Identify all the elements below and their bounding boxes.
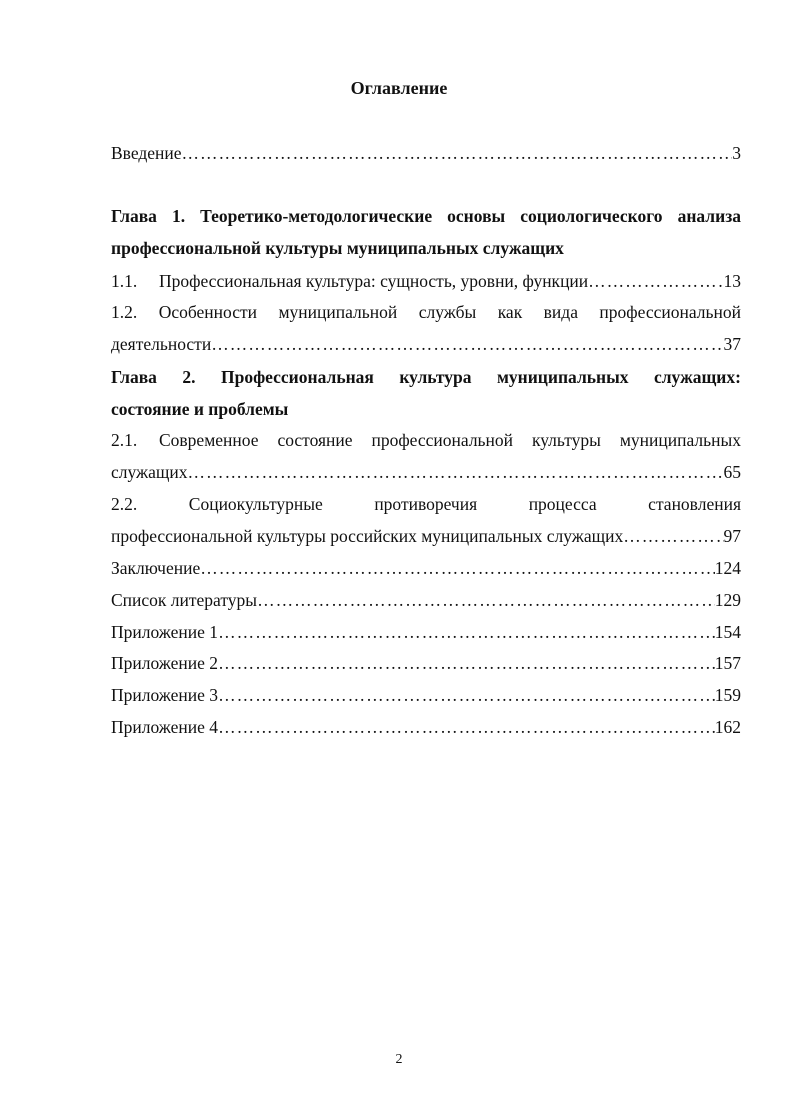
toc-label: Приложение 2 xyxy=(111,653,219,673)
toc-page: 3 xyxy=(732,143,741,163)
page-number: 2 xyxy=(395,1052,403,1067)
toc-word: как xyxy=(497,302,523,322)
chapter-1-heading-line-1: Глава 1. Теоретико-методологические основы социологического анализа xyxy=(111,206,741,226)
toc-page: 124 xyxy=(714,558,741,578)
page-title: Оглавление xyxy=(350,78,448,98)
toc-entry-intro xyxy=(111,140,741,166)
toc-word: Особенности xyxy=(158,302,257,322)
toc-page: 159 xyxy=(714,685,741,705)
toc-label: Приложение 1 xyxy=(111,622,219,642)
toc-label: Профессиональная культура: сущность, уровни, функции xyxy=(159,271,589,291)
toc-entry-1-2-line-1 xyxy=(111,299,741,325)
toc-leader xyxy=(218,619,715,645)
toc-page: 65 xyxy=(723,462,741,482)
toc-page: 13 xyxy=(723,271,741,291)
heading-word: служащих: xyxy=(653,367,741,387)
section-number: 1.2. xyxy=(111,302,138,322)
toc-word: муниципальной xyxy=(278,302,398,322)
toc-leader xyxy=(182,140,733,166)
toc-entry-2-2-line-1 xyxy=(111,491,741,517)
heading-word: Глава xyxy=(111,367,157,387)
toc-label: Приложение 4 xyxy=(111,717,219,737)
toc-word: профессиональной xyxy=(599,302,741,322)
toc-label: Приложение 3 xyxy=(111,685,219,705)
heading-word: муниципальных xyxy=(496,367,629,387)
toc-leader xyxy=(588,268,723,294)
toc-leader xyxy=(211,331,723,357)
toc-label: служащих xyxy=(111,462,188,482)
toc-entry-2-2-line-2 xyxy=(111,523,741,549)
toc-entry-appendix-2 xyxy=(111,650,741,676)
section-number: 2.1. xyxy=(111,430,138,450)
toc-entry-appendix-1 xyxy=(111,619,741,645)
toc-label: Современное состояние профессиональной культуры муниципальных xyxy=(159,430,741,450)
toc-word: противоречия xyxy=(374,494,478,514)
heading-word: культура xyxy=(399,367,472,387)
toc-label: профессиональной культуры российских муниципальных служащих xyxy=(111,526,624,546)
chapter-2-heading-line-1 xyxy=(111,364,741,390)
heading-word: 2. xyxy=(182,367,196,387)
toc-page: 97 xyxy=(723,526,741,546)
toc-entry-2-1-line-2 xyxy=(111,459,741,485)
toc-label: Список литературы xyxy=(111,590,258,610)
toc-page: 129 xyxy=(714,590,741,610)
toc-leader xyxy=(218,650,715,676)
toc-leader xyxy=(623,523,723,549)
chapter-2-heading-line-2: состояние и проблемы xyxy=(111,399,289,419)
toc-leader xyxy=(257,587,715,613)
toc-entry-appendix-3 xyxy=(111,682,741,708)
toc-entry-1-1 xyxy=(111,268,741,294)
toc-word: становления xyxy=(648,494,741,514)
toc-entry-literature xyxy=(111,587,741,613)
toc-leader xyxy=(187,459,723,485)
toc-word: Социокультурные xyxy=(188,494,323,514)
section-number: 1.1. xyxy=(111,271,138,291)
toc-leader xyxy=(218,682,715,708)
toc-page: 37 xyxy=(723,334,741,354)
heading-word: Профессиональная xyxy=(220,367,374,387)
chapter-1-heading-line-2: профессиональной культуры муниципальных служащих xyxy=(111,238,564,258)
toc-label: деятельности xyxy=(111,334,212,354)
toc-entry-1-2-line-2 xyxy=(111,331,741,357)
toc-page: 162 xyxy=(714,717,741,737)
toc-word: процесса xyxy=(528,494,597,514)
toc-entry-2-1-line-1 xyxy=(111,427,741,453)
toc-entry-appendix-4 xyxy=(111,714,741,740)
toc-page: 157 xyxy=(714,653,741,673)
toc-leader xyxy=(200,555,715,581)
toc-entry-conclusion xyxy=(111,555,741,581)
toc-label: Введение xyxy=(111,143,182,163)
toc-page: 154 xyxy=(714,622,741,642)
toc-label: Заключение xyxy=(111,558,201,578)
toc-word: службы xyxy=(418,302,477,322)
toc-leader xyxy=(218,714,715,740)
toc-word: вида xyxy=(543,302,578,322)
section-number: 2.2. xyxy=(111,494,138,514)
